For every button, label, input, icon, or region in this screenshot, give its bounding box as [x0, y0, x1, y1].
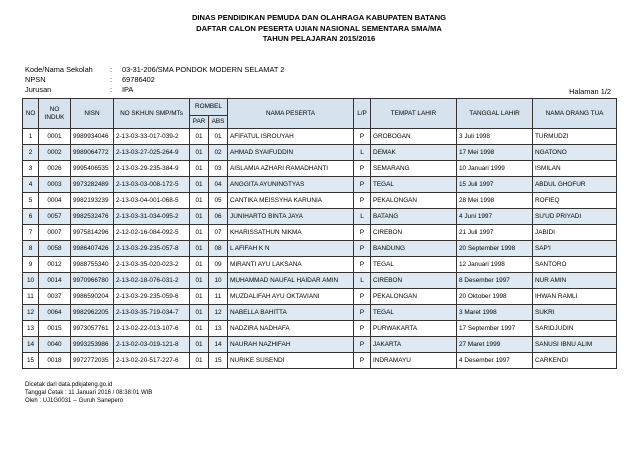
cell-tempat: PEKALONGAN [371, 193, 457, 209]
school-row [25, 65, 284, 75]
cell-par: 01 [190, 225, 209, 241]
cell-no-induk: 0018 [39, 353, 71, 369]
school-label: Kode/Nama Sekolah [25, 65, 93, 74]
cell-abs: 10 [209, 273, 228, 289]
cell-nisn: 9988755340 [71, 257, 114, 273]
cell-abs: 04 [209, 177, 228, 193]
cell-ortu: TURMUDZI [533, 129, 617, 145]
cell-tempat: INDRAMAYU [371, 353, 457, 369]
cell-ortu: SANUSI IBNU ALIM [533, 337, 617, 353]
cell-nisn: 9995406535 [71, 161, 114, 177]
cell-tanggal: 4 Desember 1997 [457, 353, 533, 369]
cell-skhun: 2-13-03-29-235-057-8 [114, 241, 190, 257]
cell-nama: AFIFATUL ISROUYAH [228, 129, 354, 145]
cell-tanggal: 15 Juli 1997 [457, 177, 533, 193]
cell-ortu: JABIDI [533, 225, 617, 241]
cell-tanggal: 10 Januari 1999 [457, 161, 533, 177]
cell-tempat: BATANG [371, 209, 457, 225]
cell-tempat: SEMARANG [371, 161, 457, 177]
separator: : [110, 75, 113, 84]
table-row [23, 177, 617, 193]
cell-tempat: PEKALONGAN [371, 289, 457, 305]
cell-nama: NURIKE SUSENDI [228, 353, 354, 369]
jurusan-label: Jurusan [25, 85, 52, 94]
table-row [23, 337, 617, 353]
cell-no: 9 [23, 257, 39, 273]
cell-tanggal: 8 Desember 1997 [457, 273, 533, 289]
cell-par: 01 [190, 289, 209, 305]
cell-nisn: 9982193239 [71, 193, 114, 209]
table-row [23, 241, 617, 257]
cell-nisn: 9975814296 [71, 225, 114, 241]
cell-nama: L AFIFAH K N [228, 241, 354, 257]
cell-skhun: 2-12-02-16-084-092-5 [114, 225, 190, 241]
cell-nisn: 9986590204 [71, 289, 114, 305]
cell-no: 11 [23, 289, 39, 305]
cell-par: 01 [190, 209, 209, 225]
cell-ortu: IHWAN RAMLI [533, 289, 617, 305]
cell-lp: L [354, 273, 371, 289]
cell-lp: P [354, 337, 371, 353]
cell-tempat: CIREBON [371, 225, 457, 241]
cell-lp: P [354, 241, 371, 257]
footer-print-date: Tanggal Cetak : 11 Januari 2016 / 08:38:01 WIB [25, 390, 153, 396]
cell-lp: P [354, 129, 371, 145]
npsn-row [25, 75, 284, 85]
cell-ortu: ISMILAN [533, 161, 617, 177]
table-row [23, 273, 617, 289]
cell-tanggal: 20 September 1998 [457, 241, 533, 257]
cell-tempat: CIREBON [371, 273, 457, 289]
cell-nama: MIRANTI AYU LAKSANA [228, 257, 354, 273]
cell-ortu: NUR AMIN [533, 273, 617, 289]
col-no-induk: NO INDUK [39, 99, 71, 129]
cell-nama: NAURAH NAZHIFAH [228, 337, 354, 353]
table-row [23, 321, 617, 337]
cell-nama: NADZIRA NADHAFA [228, 321, 354, 337]
cell-tanggal: 3 Maret 1998 [457, 305, 533, 321]
cell-skhun: 2-13-03-35-020-023-2 [114, 257, 190, 273]
cell-lp: P [354, 177, 371, 193]
cell-nisn: 9982532476 [71, 209, 114, 225]
school-info [25, 65, 284, 95]
cell-par: 01 [190, 241, 209, 257]
cell-abs: 13 [209, 321, 228, 337]
cell-tanggal: 21 Juli 1997 [457, 225, 533, 241]
separator: : [110, 65, 113, 74]
cell-skhun: 2-13-02-18-076-031-2 [114, 273, 190, 289]
cell-no-induk: 0026 [39, 161, 71, 177]
cell-no: 4 [23, 177, 39, 193]
cell-abs: 06 [209, 209, 228, 225]
cell-nama: CANTIKA MEISSYHA KARUNIA [228, 193, 354, 209]
cell-nama: ANGGITA AYUNINGTYAS [228, 177, 354, 193]
cell-no: 8 [23, 241, 39, 257]
col-rombel: ROMBEL [190, 99, 228, 116]
cell-nama: NABELLA BAHITTA [228, 305, 354, 321]
cell-no-induk: 0004 [39, 193, 71, 209]
cell-lp: P [354, 353, 371, 369]
cell-par: 01 [190, 321, 209, 337]
footer-source: Dicetak dari data.pdkjateng.go.id [25, 382, 113, 388]
col-tanggal: TANGGAL LAHIR [457, 99, 533, 129]
cell-ortu: CARKENDI [533, 353, 617, 369]
cell-lp: P [354, 305, 371, 321]
cell-skhun: 2-13-03-33-017-039-2 [114, 129, 190, 145]
cell-nama: JUNIHARTO BINTA JAYA [228, 209, 354, 225]
cell-no: 2 [23, 145, 39, 161]
cell-tempat: PURWAKARTA [371, 321, 457, 337]
cell-no-induk: 0014 [39, 273, 71, 289]
cell-no-induk: 0001 [39, 129, 71, 145]
jurusan-value: IPA [122, 85, 134, 94]
cell-ortu: SAP'I [533, 241, 617, 257]
cell-nisn: 9993253986 [71, 337, 114, 353]
cell-no-induk: 0003 [39, 177, 71, 193]
jurusan-row [25, 85, 284, 95]
table-row [23, 225, 617, 241]
cell-no: 10 [23, 273, 39, 289]
cell-tempat: TEGAL [371, 177, 457, 193]
cell-nama: AISLAMIA AZHARI RAMADHANTI [228, 161, 354, 177]
cell-skhun: 2-13-03-31-034-095-2 [114, 209, 190, 225]
npsn-value: 69786402 [122, 75, 155, 84]
cell-nisn: 9989934046 [71, 129, 114, 145]
cell-tanggal: 17 Mei 1998 [457, 145, 533, 161]
cell-nisn: 9972772035 [71, 353, 114, 369]
cell-lp: P [354, 289, 371, 305]
cell-ortu: SU'UD PRIYADI [533, 209, 617, 225]
table-row [23, 353, 617, 369]
cell-skhun: 2-13-03-35-719-034-7 [114, 305, 190, 321]
cell-tanggal: 27 Maret 1999 [457, 337, 533, 353]
cell-lp: P [354, 193, 371, 209]
table-row [23, 193, 617, 209]
cell-skhun: 2-13-02-22-013-107-6 [114, 321, 190, 337]
npsn-label: NPSN [25, 75, 46, 84]
cell-lp: P [354, 161, 371, 177]
col-par: PAR [190, 116, 209, 129]
cell-no: 14 [23, 337, 39, 353]
col-no: NO [23, 99, 39, 129]
header-agency: DINAS PENDIDIKAN PEMUDA DAN OLAHRAGA KABUPATEN BATANG [191, 13, 447, 22]
cell-no-induk: 0057 [39, 209, 71, 225]
cell-par: 01 [190, 193, 209, 209]
cell-par: 01 [190, 257, 209, 273]
col-nama: NAMA PESERTA [228, 99, 354, 129]
cell-tempat: JAKARTA [371, 337, 457, 353]
cell-no-induk: 0002 [39, 145, 71, 161]
cell-par: 01 [190, 129, 209, 145]
header-title: DAFTAR CALON PESERTA UJIAN NASIONAL SEMENTARA SMA/MA [196, 23, 442, 33]
table-row [23, 257, 617, 273]
cell-tempat: TEGAL [371, 305, 457, 321]
table-row [23, 305, 617, 321]
cell-skhun: 2-13-03-29-235-059-6 [114, 289, 190, 305]
header-year: TAHUN PELAJARAN 2015/2016 [262, 34, 376, 43]
cell-nisn: 9970966780 [71, 273, 114, 289]
cell-tempat: DEMAK [371, 145, 457, 161]
cell-abs: 05 [209, 193, 228, 209]
cell-no-induk: 0040 [39, 337, 71, 353]
col-ortu: NAMA ORANG TUA [533, 99, 617, 129]
cell-skhun: 2-13-02-03-019-121-8 [114, 337, 190, 353]
cell-nama: MUHAMMAD NAUFAL HAIDAR AMIN [228, 273, 354, 289]
cell-skhun: 2-13-02-20-517-227-6 [114, 353, 190, 369]
col-lp: L/P [354, 99, 371, 129]
cell-par: 01 [190, 145, 209, 161]
cell-no-induk: 0037 [39, 289, 71, 305]
cell-nama: MUZDALIFAH AYU OKTAVIANI [228, 289, 354, 305]
cell-no-induk: 0012 [39, 257, 71, 273]
cell-par: 01 [190, 305, 209, 321]
print-footer [25, 381, 152, 405]
cell-no: 12 [23, 305, 39, 321]
table-row [23, 289, 617, 305]
cell-ortu: ABDUL GHOFUR [533, 177, 617, 193]
cell-abs: 02 [209, 145, 228, 161]
footer-printed-by: Oleh : UJ1G0031 -- Guruh Sanepero [25, 398, 124, 404]
cell-abs: 01 [209, 129, 228, 145]
cell-no: 6 [23, 209, 39, 225]
cell-skhun: 2-13-03-29-235-384-9 [114, 161, 190, 177]
col-abs: ABS [209, 116, 228, 129]
col-tempat: TEMPAT LAHIR [371, 99, 457, 129]
cell-lp: P [354, 257, 371, 273]
cell-abs: 03 [209, 161, 228, 177]
cell-nama: AHMAD SYAIFUDDIN [228, 145, 354, 161]
cell-nisn: 9973057761 [71, 321, 114, 337]
cell-abs: 15 [209, 353, 228, 369]
cell-no: 15 [23, 353, 39, 369]
cell-no-induk: 0007 [39, 225, 71, 241]
cell-abs: 12 [209, 305, 228, 321]
cell-tanggal: 28 Mei 1998 [457, 193, 533, 209]
cell-ortu: SARIDJUDIN [533, 321, 617, 337]
cell-tanggal: 3 Juli 1998 [457, 129, 533, 145]
cell-ortu: ROFIEQ [533, 193, 617, 209]
separator: : [110, 85, 113, 94]
cell-lp: L [354, 145, 371, 161]
cell-nisn: 9973282489 [71, 177, 114, 193]
cell-par: 01 [190, 337, 209, 353]
cell-skhun: 2-13-03-03-008-172-5 [114, 177, 190, 193]
cell-par: 01 [190, 353, 209, 369]
cell-par: 01 [190, 273, 209, 289]
cell-lp: P [354, 225, 371, 241]
cell-nisn: 9989064772 [71, 145, 114, 161]
cell-par: 01 [190, 177, 209, 193]
cell-skhun: 2-13-03-27-025-264-9 [114, 145, 190, 161]
col-nisn: NISN [71, 99, 114, 129]
school-value: 03-31-206/SMA PONDOK MODERN SELAMAT 2 [122, 65, 285, 74]
cell-no-induk: 0058 [39, 241, 71, 257]
col-skhun: NO SKHUN SMP/MTs [114, 99, 190, 129]
table-row [23, 161, 617, 177]
cell-tanggal: 17 September 1997 [457, 321, 533, 337]
cell-abs: 09 [209, 257, 228, 273]
cell-no-induk: 0064 [39, 305, 71, 321]
cell-abs: 11 [209, 289, 228, 305]
cell-lp: P [354, 321, 371, 337]
cell-tanggal: 20 Oktober 1998 [457, 289, 533, 305]
table-row [23, 209, 617, 225]
cell-tempat: BANDUNG [371, 241, 457, 257]
table-row [23, 129, 617, 145]
document-header [0, 13, 638, 45]
cell-tempat: TEGAL [371, 257, 457, 273]
table-row [23, 145, 617, 161]
cell-lp: L [354, 209, 371, 225]
cell-no: 13 [23, 321, 39, 337]
cell-nama: KHARISSATHUN NIKMA [228, 225, 354, 241]
cell-no: 3 [23, 161, 39, 177]
participant-table [22, 98, 617, 369]
cell-no: 1 [23, 129, 39, 145]
cell-nisn: 9982962205 [71, 305, 114, 321]
cell-skhun: 2-13-03-04-001-068-5 [114, 193, 190, 209]
cell-abs: 14 [209, 337, 228, 353]
cell-ortu: SANTORO [533, 257, 617, 273]
cell-par: 01 [190, 161, 209, 177]
cell-ortu: SUKRI [533, 305, 617, 321]
cell-tempat: GROBOGAN [371, 129, 457, 145]
cell-nisn: 9986407426 [71, 241, 114, 257]
cell-tanggal: 4 Juni 1997 [457, 209, 533, 225]
cell-abs: 08 [209, 241, 228, 257]
cell-no: 5 [23, 193, 39, 209]
cell-no: 7 [23, 225, 39, 241]
cell-abs: 07 [209, 225, 228, 241]
cell-ortu: NGATONO [533, 145, 617, 161]
cell-no-induk: 0015 [39, 321, 71, 337]
cell-tanggal: 12 Januari 1998 [457, 257, 533, 273]
page-indicator: Halaman 1/2 [569, 87, 611, 96]
